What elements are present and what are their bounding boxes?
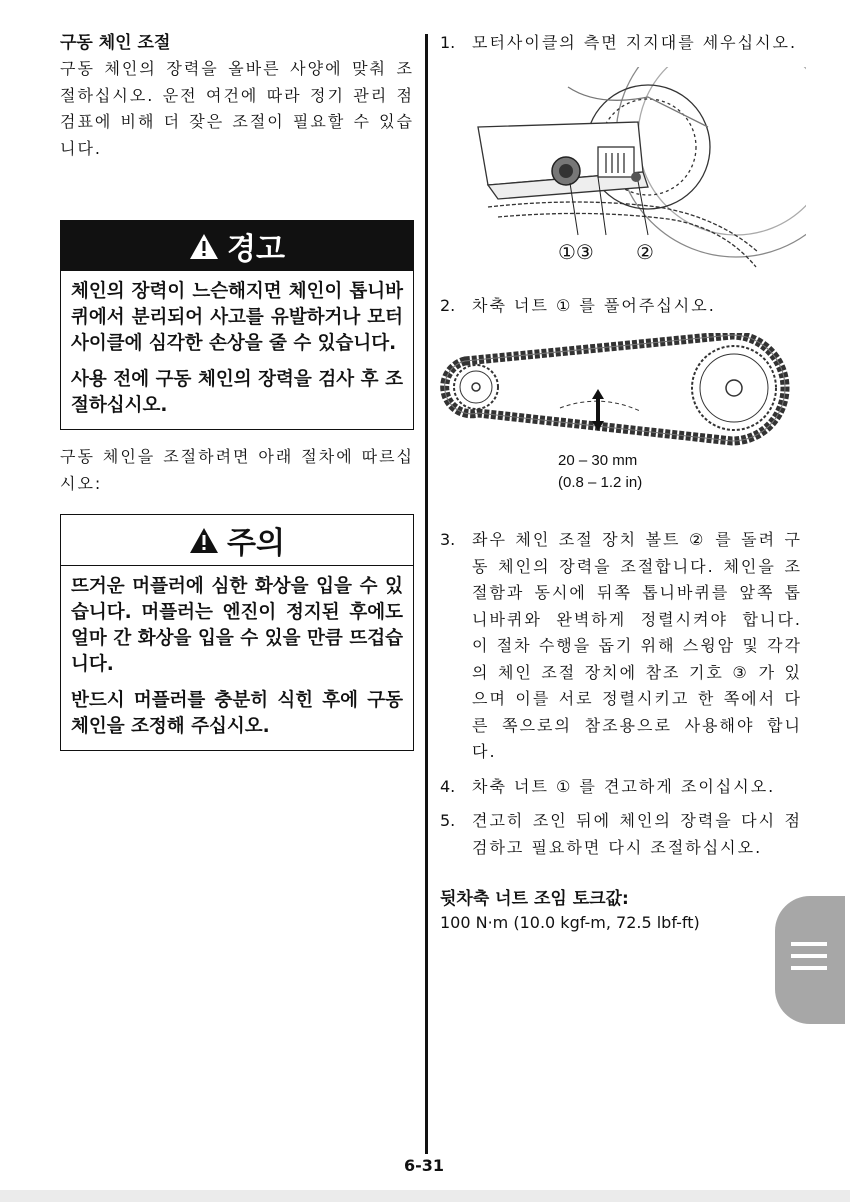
slack-value-mm: 20 – 30 mm [558,452,638,469]
step-number: 4. [440,776,456,796]
torque-value: 100 N·m (10.0 kgf-m, 72.5 lbf-ft) [440,913,700,932]
caution-box [60,514,414,751]
section-title: 구동 체인 조절 [60,33,171,53]
caution-text-2: 반드시 머플러를 충분히 식힌 후에 구동 체인을 조정해 주십시오. [71,690,403,737]
menu-icon [791,942,827,978]
step-5 [440,808,802,861]
caution-text-1: 뜨거운 머플러에 심한 화상을 입을 수 있습니다. 머플러는 엔진이 정지된 후에도 얼마 간 화상을 입을 수 있을 만큼 뜨겁습니다. [71,576,403,675]
torque-title: 뒷차축 너트 조임 토크값: [440,889,629,909]
step-text: 견고히 조인 뒤에 체인의 장력을 다시 점검하고 필요하면 다시 조절하십시오. [472,811,802,857]
warning-title: 경고 [227,232,285,267]
step-number: 5. [440,811,456,830]
step-1 [440,30,802,57]
left-column [60,30,414,751]
axle-adjuster-illustration [458,67,806,281]
caution-title: 주의 [227,526,285,561]
section-body: 구동 체인의 장력을 올바른 사양에 맞춰 조절하십시오. 운전 여건에 따라 정기 관리 점검표에 비해 더 잦은 조절이 필요할 수 있습니다. [60,59,414,158]
warning-triangle-icon [189,233,219,260]
step-3 [440,527,802,766]
warning-text-2: 사용 전에 구동 체인의 장력을 검사 후 조절하십시오. [71,369,403,416]
warning-text-1: 체인의 장력이 느슨해지면 체인이 톱니바퀴에서 분리되어 사고를 유발하거나 모터사이클에 심각한 손상을 줄 수 있습니다. [71,281,403,354]
step-4 [440,774,802,801]
step-text: 차축 너트 ① 를 견고하게 조이십시오. [472,776,776,796]
chain-slack-illustration [440,333,790,503]
warning-triangle-icon [189,527,219,554]
step-number: 3. [440,530,456,549]
warning-box [60,220,414,430]
step-number: 1. [440,33,456,52]
page-number: 6-31 [404,1156,445,1175]
slack-value-in: (0.8 – 1.2 in) [558,474,643,491]
step-2 [440,293,802,320]
warning-header [61,221,413,271]
bottom-band [0,1190,850,1202]
step-text: 모터사이클의 측면 지지대를 세우십시오. [472,33,798,52]
step-text: 차축 너트 ① 를 풀어주십시오. [472,295,716,315]
caution-header [61,515,413,566]
step-text: 좌우 체인 조절 장치 볼트 ② 를 돌려 구동 체인의 장력을 조절합니다. 체인을 조절함과 동시에 뒤쪽 톱니바퀴를 앞쪽 톱니바퀴와 완벽하게 정렬시켜야 합니다. 이 절차 수행을 돕기 위해 스윙암 및 각각의 체인 조절 장치에 참조 기호 ③ 가 있으며 이를 서로 정렬시키고 한 쪽에서 다른 쪽으로의 참조용으로 사용해야 합니다. [472,530,802,761]
callout-bolt: ② [636,239,654,264]
column-divider [425,34,428,1154]
section-tab[interactable] [775,896,845,1024]
callout-nut-marker: ①③ [558,239,594,264]
procedure-intro: 구동 체인을 조절하려면 아래 절차에 따르십시오: [60,447,414,493]
right-column [440,30,802,935]
step-number: 2. [440,295,456,315]
